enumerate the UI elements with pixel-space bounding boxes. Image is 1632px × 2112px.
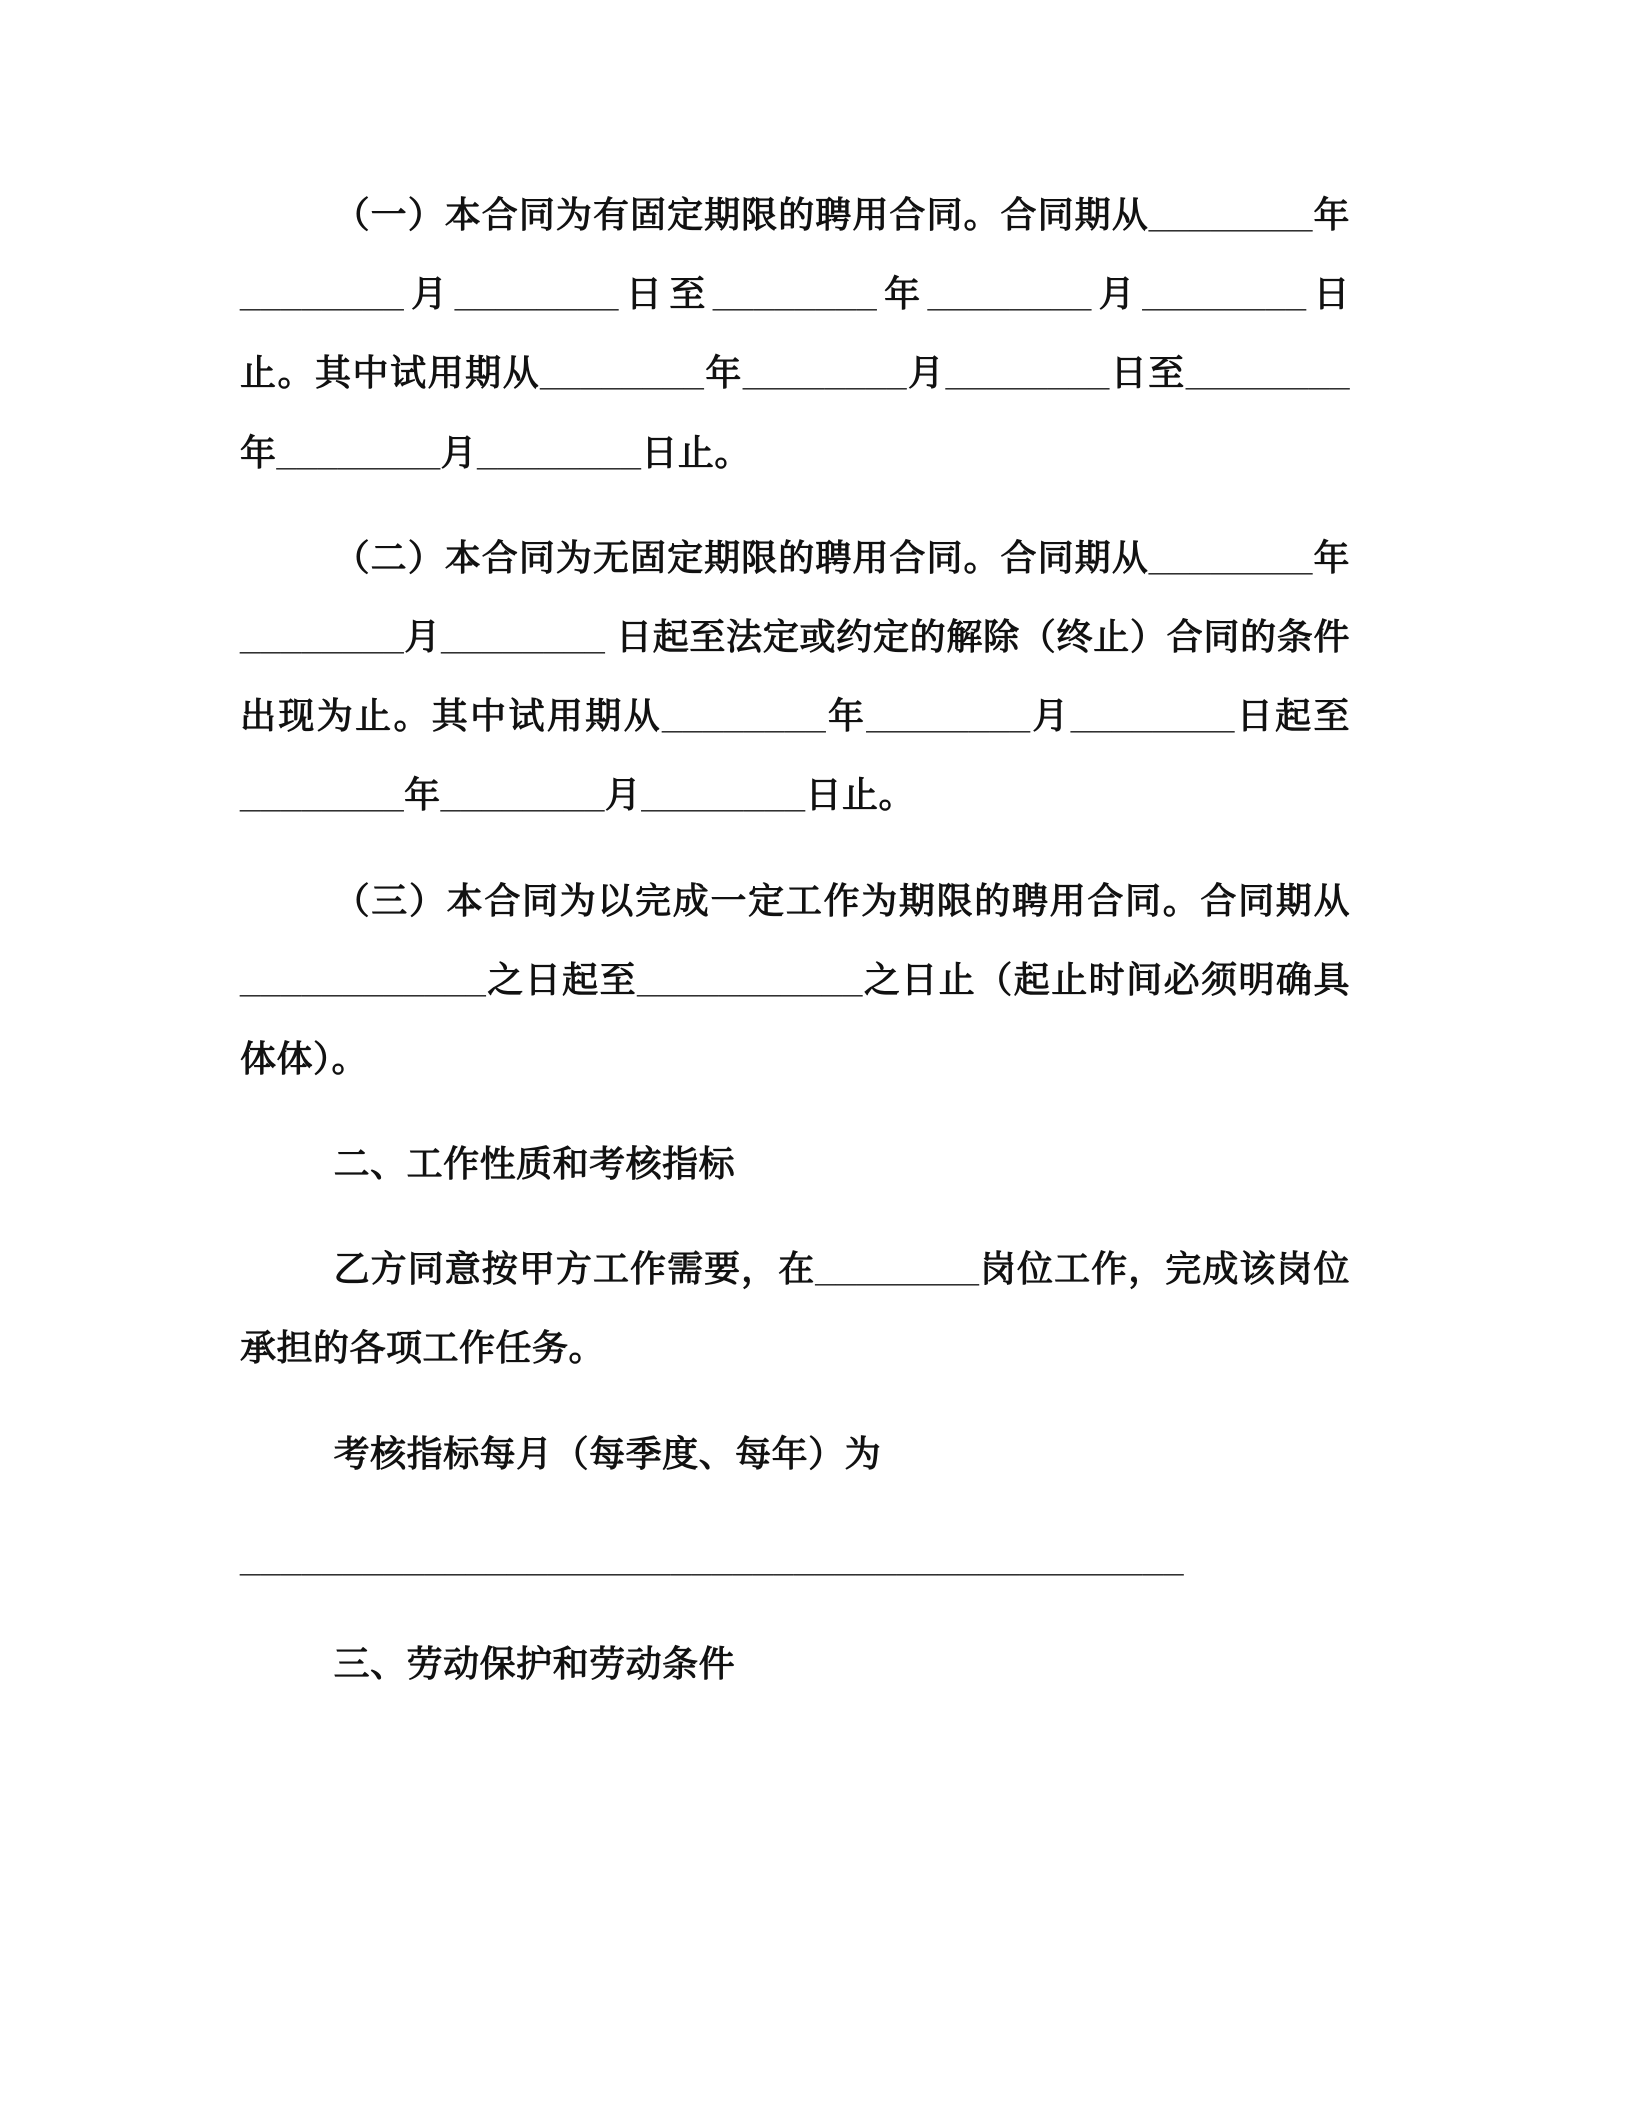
fill-in-blank-line: ______________________________________________ — [240, 1537, 1184, 1579]
clause-fixed-term: （一）本合同为有固定期限的聘用合同。合同期从________年________月________日至________年________月________日止。其中试用期从________年________月________日至________年________月________日止。 — [240, 194, 1351, 473]
para-assessment-indicator: 考核指标每月（每季度、每年）为 — [333, 1432, 882, 1474]
section-heading-labor-protection: 三、劳动保护和劳动条件 — [333, 1643, 736, 1684]
clause-task-term: （三）本合同为以完成一定工作为期限的聘用合同。合同期从____________之日起至___________之日止（起止时间必须明确具体体）。 — [240, 879, 1350, 1079]
para-position-agreement: 乙方同意按甲方工作需要，在________岗位工作，完成该岗位承担的各项工作任务。 — [240, 1248, 1350, 1369]
clause-open-term: （二）本合同为无固定期限的聘用合同。合同期从________年________月________ 日起至法定或约定的解除（终止）合同的条件出现为止。其中试用期从________年________月________日起至________年________月________日止。 — [240, 536, 1350, 816]
section-heading-work-nature: 二、工作性质和考核指标 — [333, 1143, 736, 1185]
